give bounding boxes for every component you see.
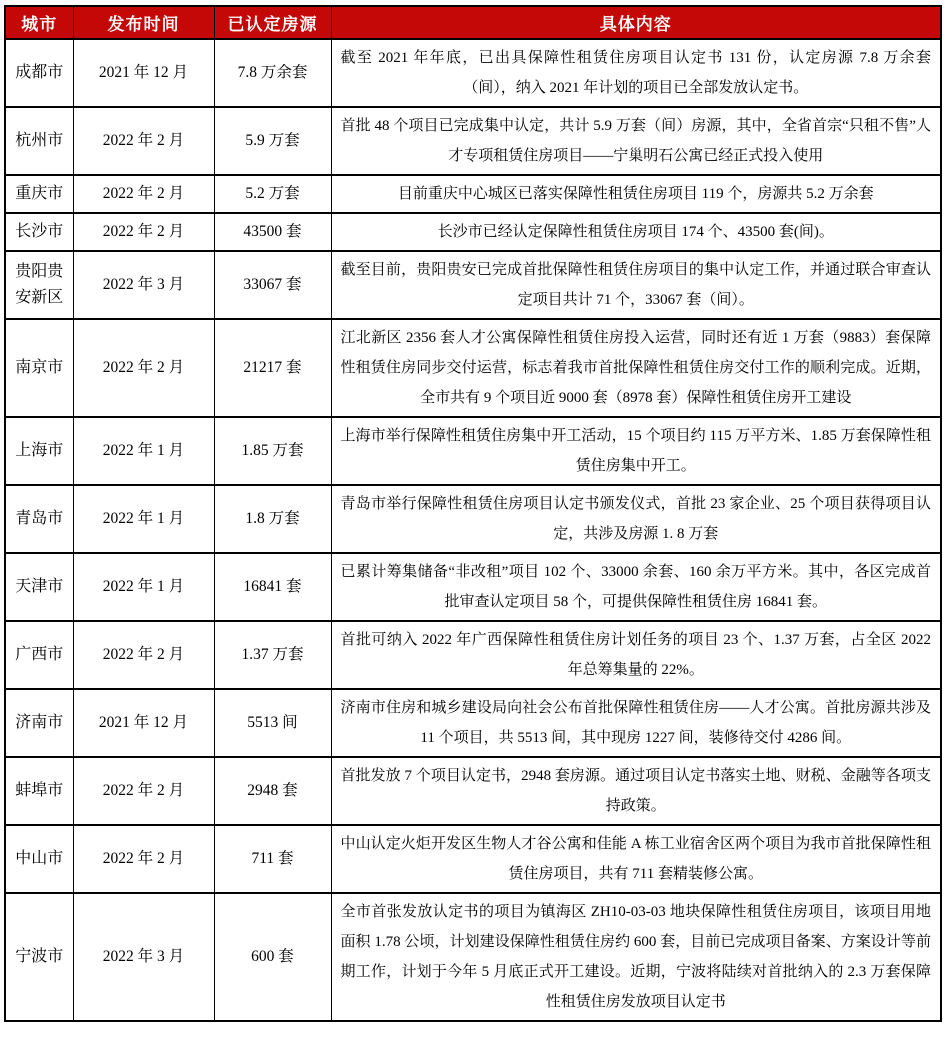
city-cell: 广西市 [5,621,73,689]
certified-housing-cell: 1.85 万套 [214,417,331,485]
table-row [5,553,941,621]
publish-date-cell: 2022 年 2 月 [73,107,214,175]
certified-housing-cell: 21217 套 [214,319,331,417]
table-row [5,251,941,319]
city-cell: 长沙市 [5,213,73,251]
table-row [5,175,941,213]
city-cell: 成都市 [5,39,73,107]
certified-housing-cell: 711 套 [214,825,331,893]
table-row [5,417,941,485]
city-cell: 重庆市 [5,175,73,213]
publish-date-cell: 2022 年 2 月 [73,621,214,689]
table-row [5,213,941,251]
city-cell: 宁波市 [5,893,73,1021]
publish-date-cell: 2022 年 1 月 [73,417,214,485]
column-header-publish-date: 发布时间 [73,6,214,39]
publish-date-cell: 2022 年 2 月 [73,213,214,251]
details-cell: 济南市住房和城乡建设局向社会公布首批保障性租赁住房——人才公寓。首批房源共涉及 11 个项目，共 5513 间，其中现房 1227 间，装修待交付 4286 间。 [331,689,941,757]
certified-housing-cell: 5.2 万套 [214,175,331,213]
table-row [5,825,941,893]
details-cell: 青岛市举行保障性租赁住房项目认定书颁发仪式，首批 23 家企业、25 个项目获得项目认定，共涉及房源 1. 8 万套 [331,485,941,553]
certified-housing-cell: 7.8 万余套 [214,39,331,107]
city-cell: 贵阳贵安新区 [5,251,73,319]
table-row [5,893,941,1021]
certified-housing-cell: 1.8 万套 [214,485,331,553]
column-header-city: 城市 [5,6,73,39]
publish-date-cell: 2022 年 2 月 [73,825,214,893]
table-row [5,485,941,553]
certified-housing-cell: 33067 套 [214,251,331,319]
table-row [5,107,941,175]
city-cell: 天津市 [5,553,73,621]
city-cell: 上海市 [5,417,73,485]
city-cell: 蚌埠市 [5,757,73,825]
table-row [5,757,941,825]
publish-date-cell: 2022 年 1 月 [73,485,214,553]
certified-housing-cell: 43500 套 [214,213,331,251]
publish-date-cell: 2022 年 2 月 [73,319,214,417]
publish-date-cell: 2021 年 12 月 [73,39,214,107]
details-cell: 全市首张发放认定书的项目为镇海区 ZH10-03-03 地块保障性租赁住房项目，该项目用地面积 1.78 公顷，计划建设保障性租赁住房约 600 套，目前已完成项目备案、方案设计等前期工作，计划于今年 5 月底正式开工建设。近期，宁波将陆续对首批纳入的 2.3 万套保障性租赁住房发放项目认定书 [331,893,941,1021]
table-body [5,39,941,1021]
certified-housing-cell: 600 套 [214,893,331,1021]
city-cell: 中山市 [5,825,73,893]
table-header-row [5,6,941,39]
details-cell: 已累计筹集储备“非改租”项目 102 个、33000 余套、160 余万平方米。其中，各区完成首批审查认定项目 58 个，可提供保障性租赁住房 16841 套。 [331,553,941,621]
certified-housing-cell: 1.37 万套 [214,621,331,689]
table-row [5,39,941,107]
publish-date-cell: 2022 年 1 月 [73,553,214,621]
table-row [5,319,941,417]
publish-date-cell: 2022 年 3 月 [73,893,214,1021]
details-cell: 江北新区 2356 套人才公寓保障性租赁住房投入运营，同时还有近 1 万套（9883）套保障性租赁住房同步交付运营，标志着我市首批保障性租赁住房交付工作的顺利完成。近期，全市共有 9 个项目近 9000 套（8978 套）保障性租赁住房开工建设 [331,319,941,417]
publish-date-cell: 2021 年 12 月 [73,689,214,757]
certified-housing-cell: 5513 间 [214,689,331,757]
publish-date-cell: 2022 年 2 月 [73,175,214,213]
city-cell: 南京市 [5,319,73,417]
details-cell: 首批可纳入 2022 年广西保障性租赁住房计划任务的项目 23 个、1.37 万套，占全区 2022 年总筹集量的 22%。 [331,621,941,689]
details-cell: 中山认定火炬开发区生物人才谷公寓和佳能 A 栋工业宿舍区两个项目为我市首批保障性租赁住房项目，共有 711 套精装修公寓。 [331,825,941,893]
table-row [5,621,941,689]
publish-date-cell: 2022 年 2 月 [73,757,214,825]
details-cell: 长沙市已经认定保障性租赁住房项目 174 个、43500 套(间)。 [331,213,941,251]
column-header-certified-housing: 已认定房源 [214,6,331,39]
details-cell: 上海市举行保障性租赁住房集中开工活动，15 个项目约 115 万平方米、1.85 万套保障性租赁住房集中开工。 [331,417,941,485]
certified-housing-cell: 16841 套 [214,553,331,621]
details-cell: 截至目前，贵阳贵安已完成首批保障性租赁住房项目的集中认定工作，并通过联合审查认定项目共计 71 个，33067 套（间）。 [331,251,941,319]
details-cell: 首批发放 7 个项目认定书，2948 套房源。通过项目认定书落实土地、财税、金融等各项支持政策。 [331,757,941,825]
certified-housing-cell: 5.9 万套 [214,107,331,175]
city-cell: 青岛市 [5,485,73,553]
details-cell: 首批 48 个项目已完成集中认定，共计 5.9 万套（间）房源，其中，全省首宗“只租不售”人才专项租赁住房项目——宁巢明石公寓已经正式投入使用 [331,107,941,175]
city-cell: 济南市 [5,689,73,757]
certified-housing-cell: 2948 套 [214,757,331,825]
city-cell: 杭州市 [5,107,73,175]
publish-date-cell: 2022 年 3 月 [73,251,214,319]
details-cell: 目前重庆中心城区已落实保障性租赁住房项目 119 个，房源共 5.2 万余套 [331,175,941,213]
column-header-details: 具体内容 [331,6,941,39]
details-cell: 截至 2021 年年底，已出具保障性租赁住房项目认定书 131 份，认定房源 7.8 万余套（间），纳入 2021 年计划的项目已全部发放认定书。 [331,39,941,107]
table-row [5,689,941,757]
rental-housing-table [4,5,942,1022]
